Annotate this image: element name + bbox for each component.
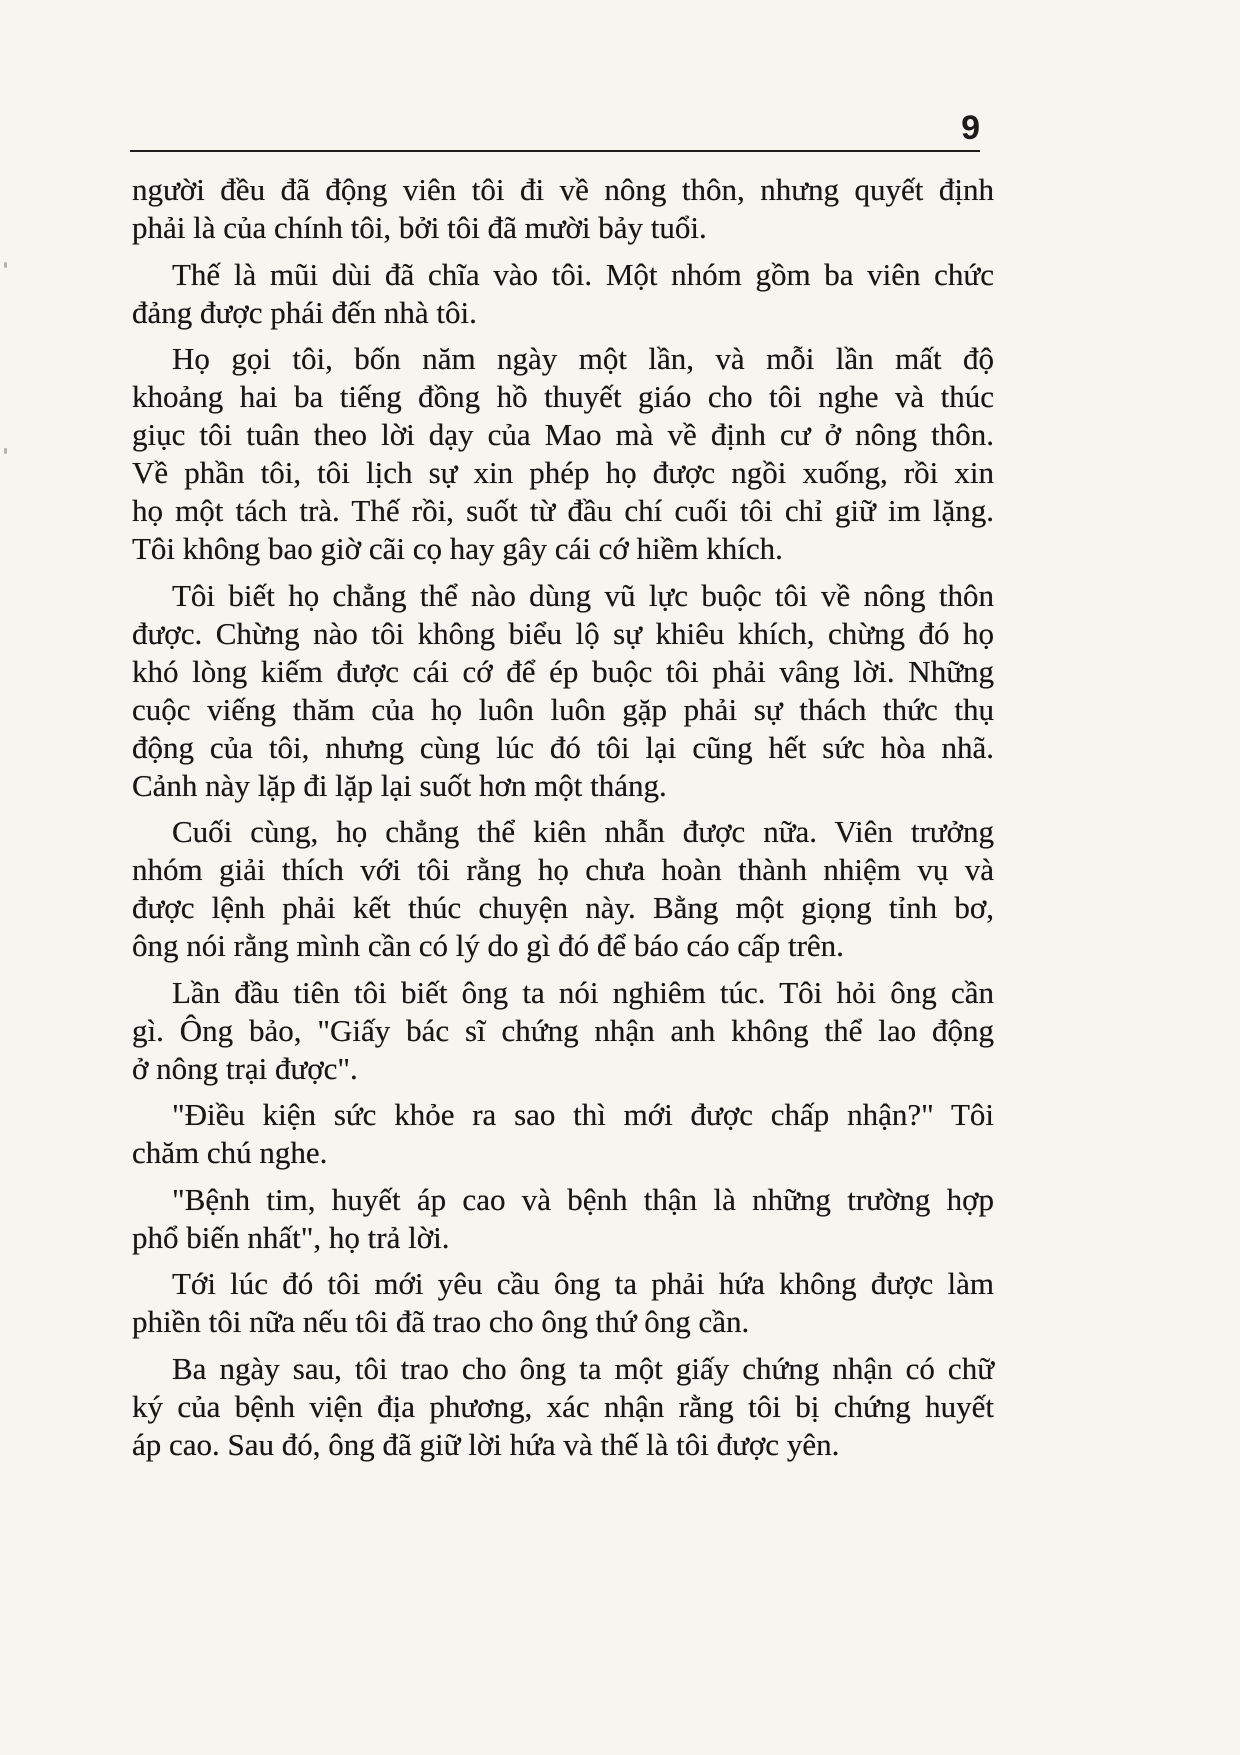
text-line: Thế là mũi dùi đã chĩa vào tôi. Một nhóm gồm ba viên chức [172,256,994,292]
text-line: phổ biến nhất", họ trả lời. [132,1219,450,1255]
paragraph [132,1096,994,1172]
paragraph [132,340,994,568]
text-line: cuộc viếng thăm của họ luôn luôn gặp phải sự thách thức thụ [132,691,994,727]
header-rule [130,150,980,152]
text-line: ở nông trại được". [132,1050,358,1086]
paragraph [132,813,994,965]
paragraph [132,1350,994,1464]
text-line: Cuối cùng, họ chẳng thể kiên nhẫn được nữa. Viên trưởng [172,814,994,849]
scan-speck [4,262,7,268]
text-line: Về phần tôi, tôi lịch sự xin phép họ được ngồi xuống, rồi xin [132,455,994,490]
text-line: khó lòng kiếm được cái cớ để ép buộc tôi phải vâng lời. Những [132,653,994,689]
text-line: "Bệnh tim, huyết áp cao và bệnh thận là những trường hợp [172,1181,994,1217]
text-line: khoảng hai ba tiếng đồng hồ thuyết giáo cho tôi nghe và thúc [132,379,994,414]
paragraph [132,256,994,332]
body-text [132,171,994,1472]
text-line: Họ gọi tôi, bốn năm ngày một lần, và mỗi lần mất độ [172,341,994,376]
text-line: áp cao. Sau đó, ông đã giữ lời hứa và thế là tôi được yên. [132,1426,840,1462]
text-line: ông nói rằng mình cần có lý do gì đó để báo cáo cấp trên. [132,928,844,963]
paragraph [132,1181,994,1257]
text-line: Ba ngày sau, tôi trao cho ông ta một giấy chứng nhận có chữ [172,1350,994,1386]
text-line: được. Chừng nào tôi không biểu lộ sự khiêu khích, chừng đó họ [132,615,994,651]
text-line: gì. Ông bảo, "Giấy bác sĩ chứng nhận anh không thể lao động [132,1012,994,1048]
page-number: 9 [961,109,980,147]
text-line: được lệnh phải kết thúc chuyện này. Bằng một giọng tỉnh bơ, [132,890,994,925]
text-line: phiền tôi nữa nếu tôi đã trao cho ông thứ ông cần. [132,1304,750,1339]
text-line: giục tôi tuân theo lời dạy của Mao mà về định cư ở nông thôn. [132,417,994,452]
text-line: Tôi biết họ chẳng thể nào dùng vũ lực buộc tôi về nông thôn [172,577,994,613]
text-line: Tôi không bao giờ cãi cọ hay gây cái cớ hiềm khích. [132,531,783,566]
text-line: Lần đầu tiên tôi biết ông ta nói nghiêm túc. Tôi hỏi ông cần [172,974,994,1010]
text-line: động của tôi, nhưng cùng lúc đó tôi lại cũng hết sức hòa nhã. [132,729,994,765]
paragraph [132,577,994,805]
text-line: nhóm giải thích với tôi rằng họ chưa hoàn thành nhiệm vụ và [132,852,994,887]
text-line: họ một tách trà. Thế rồi, suốt từ đầu chí cuối tôi chỉ giữ im lặng. [132,493,994,528]
text-line: Tới lúc đó tôi mới yêu cầu ông ta phải hứa không được làm [172,1266,994,1301]
text-line: Cảnh này lặp đi lặp lại suốt hơn một tháng. [132,767,667,803]
text-line: phải là của chính tôi, bởi tôi đã mười bảy tuổi. [132,210,707,245]
text-line: "Điều kiện sức khỏe ra sao thì mới được chấp nhận?" Tôi [172,1097,994,1132]
paragraph [132,974,994,1088]
text-line: ký của bệnh viện địa phương, xác nhận rằng tôi bị chứng huyết [132,1388,994,1424]
text-line: đảng được phái đến nhà tôi. [132,294,477,330]
scan-speck [4,448,7,454]
text-line: người đều đã động viên tôi đi về nông thôn, nhưng quyết định [132,172,994,207]
paragraph [132,171,994,247]
paragraph [132,1265,994,1341]
text-line: chăm chú nghe. [132,1135,328,1170]
